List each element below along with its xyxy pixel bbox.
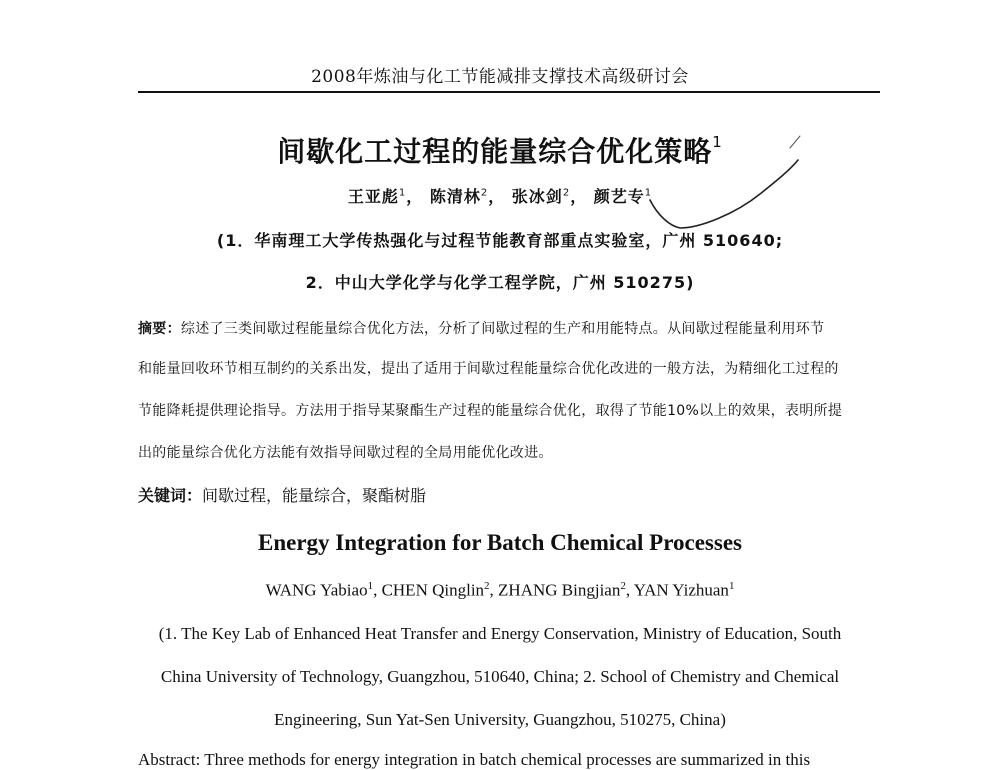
- chinese-abstract-line: [138, 318, 880, 338]
- author-sep: ,: [373, 580, 382, 600]
- author-sup: 1: [644, 187, 653, 199]
- author-sep: ,: [489, 580, 499, 600]
- author-sup: 2: [562, 187, 571, 199]
- author-sup: 1: [398, 187, 407, 199]
- chinese-abstract-line: 和能量回收环节相互制约的关系出发，提出了适用于间歇过程能量综合优化改进的一般方法，为精细化工过程的: [138, 361, 839, 377]
- english-affiliation-line: (1. The Key Lab of Enhanced Heat Transfer and Energy Conservation, Ministry of Education, South: [158, 624, 842, 643]
- author-sup: 2: [620, 580, 626, 592]
- english-authors: [0, 580, 1000, 601]
- author-name: YAN Yizhuan: [633, 580, 729, 600]
- english-affiliation-line: China University of Technology, Guangzhou, 510640, China; 2. School of Chemistry and Chemical: [160, 667, 840, 686]
- author-name: 陈清林: [429, 187, 481, 206]
- title-footnote-mark: 1: [712, 133, 723, 151]
- english-affiliation-line: Engineering, Sun Yat-Sen University, Guangzhou, 510275, China): [274, 710, 726, 729]
- author-sup: 2: [484, 580, 490, 592]
- abstract-text: 综述了三类间歇过程能量综合优化方法，分析了间歇过程的生产和用能特点。从间歇过程能量利用环节: [180, 321, 825, 337]
- keywords-text: 间歇过程，能量综合，聚酯树脂: [202, 486, 427, 505]
- author-sup: 1: [728, 580, 735, 592]
- author-sep: ，: [406, 187, 424, 206]
- author-name: WANG Yabiao: [265, 580, 368, 600]
- chinese-title-text: 间歇化工过程的能量综合优化策略: [277, 135, 713, 168]
- header-divider: [138, 91, 880, 93]
- pen-stroke-mark: [640, 128, 810, 238]
- chinese-abstract-line: 出的能量综合优化方法能有效指导间歇过程的全局用能优化改进。: [138, 445, 553, 461]
- english-title: Energy Integration for Batch Chemical Processes: [258, 530, 742, 555]
- author-name: 王亚彪: [347, 187, 399, 206]
- author-sup: 2: [480, 187, 489, 199]
- pen-stroke-tail: [790, 136, 800, 148]
- abstract-label: 摘要：: [138, 321, 181, 337]
- author-name: 颜艺专: [593, 187, 645, 206]
- pen-stroke-path: [650, 160, 798, 228]
- chinese-title: [0, 130, 1000, 170]
- chinese-affiliation-1: (1．华南理工大学传热强化与过程节能教育部重点实验室，广州 510640;: [216, 231, 784, 250]
- author-sup: 1: [367, 580, 374, 592]
- author-name: ZHANG Bingjian: [498, 580, 621, 600]
- author-sep: ，: [570, 187, 588, 206]
- conference-header: 2008年炼油与化工节能减排支撑技术高级研讨会: [311, 67, 689, 87]
- chinese-authors: [0, 184, 1000, 207]
- keywords-label: 关键词：: [138, 486, 203, 505]
- chinese-abstract-line: 节能降耗提供理论指导。方法用于指导某聚酯生产过程的能量综合优化，取得了节能10%以上的效果，表明所提: [138, 403, 843, 419]
- author-sep: ，: [488, 187, 506, 206]
- chinese-affiliation-2: 2．中山大学化学与化学工程学院，广州 510275): [305, 273, 695, 292]
- keywords-line: [138, 483, 426, 506]
- english-abstract-start: Abstract: Three methods for energy integration in batch chemical processes are summarized in this: [138, 750, 811, 769]
- author-name: 张冰剑: [511, 187, 563, 206]
- author-sep: ,: [625, 580, 634, 600]
- author-name: CHEN Qinglin: [381, 580, 485, 600]
